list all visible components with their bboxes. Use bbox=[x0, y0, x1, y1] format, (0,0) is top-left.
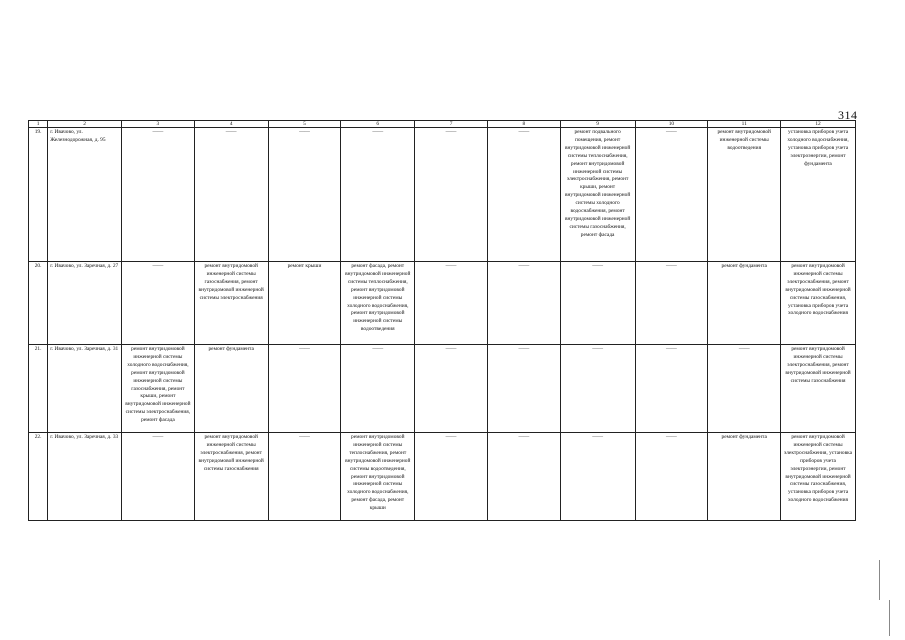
scan-edge-mark bbox=[879, 560, 880, 600]
table-cell: —— bbox=[487, 128, 560, 262]
column-header: 5 bbox=[268, 121, 341, 128]
table-row bbox=[29, 262, 856, 345]
table-cell: —— bbox=[487, 433, 560, 521]
table-cell: установка приборов учета холодного водоснабжения, установка приборов учета электроэнергии, ремонт фундамента bbox=[781, 128, 856, 262]
table-cell: ремонт крыши bbox=[268, 262, 341, 345]
table-cell: —— bbox=[635, 345, 708, 433]
table-cell: ремонт внутридомовой инженерной системы теплоснабжения, ремонт внутридомовой инженерной системы водоотведения, ремонт внутридомовой инженерной системы холодного водоснабжения, ремонт фасада, ремонт крыши bbox=[341, 433, 415, 521]
table-cell: —— bbox=[268, 128, 341, 262]
row-address: г. Ивачово, ул. Заречная, д. 31 bbox=[48, 345, 122, 433]
table-cell: ремонт подвального помещения, ремонт внутридомовой инженерной системы теплоснабжения, ремонт внутридомовой инженерной системы электроснабжения, ремонт крыши, ремонт внутридомовой инженерной системы холодного водоснабжения, ремонт внутридомовой инженерной системы газоснабжения, ремонт фасада bbox=[560, 128, 635, 262]
page-number: 314 bbox=[838, 108, 858, 122]
table-cell: —— bbox=[560, 345, 635, 433]
table-cell: ремонт внутридомовой инженерной системы электроснабжения, установка приборов учета электроэнергии, ремонт внутридомовой инженерной системы газоснабжения, установка приборов учета холодного водоснабжения bbox=[781, 433, 856, 521]
table-cell: ремонт внутридомовой инженерной системы электроснабжения, ремонт внутридомовой инженерной системы газоснабжения bbox=[781, 345, 856, 433]
table-cell: —— bbox=[341, 345, 415, 433]
table-cell: —— bbox=[268, 345, 341, 433]
table-cell: —— bbox=[415, 262, 488, 345]
table-cell: —— bbox=[487, 345, 560, 433]
table-cell: —— bbox=[122, 128, 195, 262]
table-cell: ремонт фундамента bbox=[708, 262, 781, 345]
row-number: 21. bbox=[29, 345, 48, 433]
column-header: 7 bbox=[415, 121, 488, 128]
row-address: г. Ивачово, ул. Заречная, д. 33 bbox=[48, 433, 122, 521]
column-header: 1 bbox=[29, 121, 48, 128]
table-cell: —— bbox=[268, 433, 341, 521]
column-header: 11 bbox=[708, 121, 781, 128]
column-header: 10 bbox=[635, 121, 708, 128]
table-row bbox=[29, 128, 856, 262]
table-cell: ремонт внутридомовой инженерной системы холодного водоснабжения, ремонт внутридомовой инженерной системы газоснабжения, ремонт крыши, ремонт внутридомовой инженерной системы электроснабжения, ремонт фасада bbox=[122, 345, 195, 433]
table-cell: —— bbox=[415, 345, 488, 433]
row-number: 22. bbox=[29, 433, 48, 521]
table-cell: ремонт фундамента bbox=[194, 345, 268, 433]
table-row bbox=[29, 345, 856, 433]
column-header: 8 bbox=[487, 121, 560, 128]
table-cell: ремонт фасада, ремонт внутридомовой инженерной системы теплоснабжения, ремонт внутридомовой инженерной системы холодного водоснабжения, ремонт внутридомовой инженерной системы водоотведения bbox=[341, 262, 415, 345]
table-cell: ремонт внутридомовой инженерной системы водоотведения bbox=[708, 128, 781, 262]
table-cell: ремонт внутридомовой инженерной системы газоснабжения, ремонт внутридомовой инженерной системы электроснабжения bbox=[194, 262, 268, 345]
table-cell: —— bbox=[635, 262, 708, 345]
table-cell: —— bbox=[635, 433, 708, 521]
table-cell: ремонт фундамента bbox=[708, 433, 781, 521]
column-header: 3 bbox=[122, 121, 195, 128]
column-header: 2 bbox=[48, 121, 122, 128]
table-cell: —— bbox=[415, 433, 488, 521]
column-header: 6 bbox=[341, 121, 415, 128]
table-cell: —— bbox=[122, 433, 195, 521]
row-number: 20. bbox=[29, 262, 48, 345]
column-header: 4 bbox=[194, 121, 268, 128]
row-address: г. Ивачово, ул. Железнодорожная, д. 95 bbox=[48, 128, 122, 262]
table-cell: —— bbox=[194, 128, 268, 262]
table-cell: ремонт внутридомовой инженерной системы электроснабжения, ремонт внутридомовой инженерной системы газоснабжения, установка приборов учета холодного водоснабжения bbox=[781, 262, 856, 345]
table-cell: —— bbox=[415, 128, 488, 262]
row-number: 19. bbox=[29, 128, 48, 262]
table-cell: —— bbox=[560, 433, 635, 521]
repair-schedule-table bbox=[28, 120, 856, 521]
table-cell: —— bbox=[560, 262, 635, 345]
table-cell: ремонт внутридомовой инженерной системы электроснабжения, ремонт внутридомовой инженерной системы газоснабжения bbox=[194, 433, 268, 521]
table-cell: —— bbox=[708, 345, 781, 433]
header-row bbox=[29, 121, 856, 128]
column-header: 9 bbox=[560, 121, 635, 128]
row-address: г. Ивачово, ул. Заречная, д. 27 bbox=[48, 262, 122, 345]
table-cell: —— bbox=[487, 262, 560, 345]
table-cell: —— bbox=[122, 262, 195, 345]
column-header: 12 bbox=[781, 121, 856, 128]
table-cell: —— bbox=[635, 128, 708, 262]
scan-edge-mark bbox=[889, 600, 890, 636]
table-cell: —— bbox=[341, 128, 415, 262]
table-row bbox=[29, 433, 856, 521]
